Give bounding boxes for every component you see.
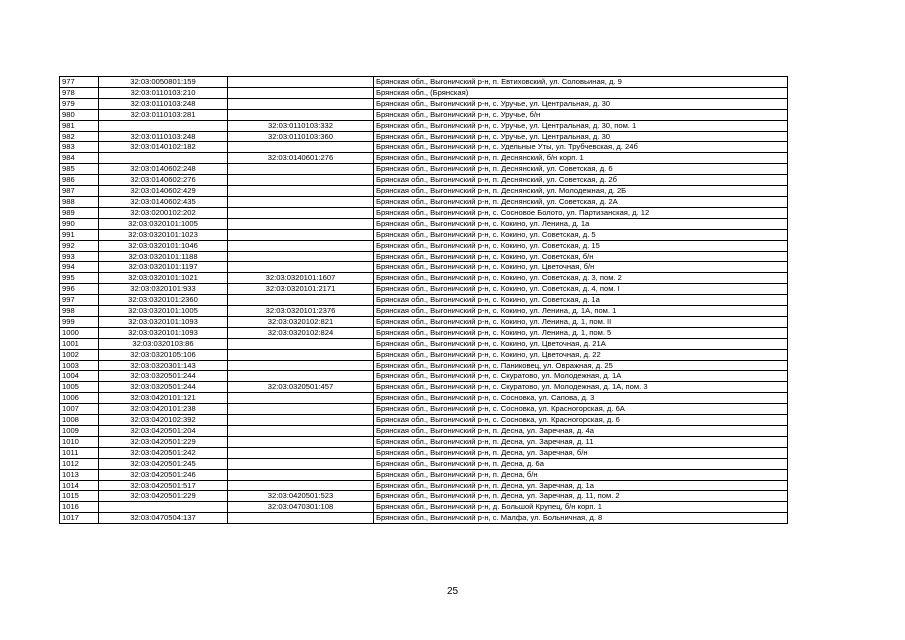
- address-cell: Брянская обл., Выгоничский р-н, п. Десна, ул. Заречная, б/н: [374, 447, 788, 458]
- row-number-cell: 1002: [60, 349, 99, 360]
- table-row: [60, 469, 788, 480]
- cadastral-number-cell: 32:03:0420101:238: [99, 404, 228, 415]
- cadastral-number-cell: 32:03:0110103:248: [99, 98, 228, 109]
- address-cell: Брянская обл., Выгоничский р-н, с. Кокино, ул. Цветочная, д. 21А: [374, 338, 788, 349]
- premises-cadastral-number-cell: [228, 513, 374, 524]
- cadastral-number-cell: 32:03:0420501:246: [99, 469, 228, 480]
- premises-cadastral-number-cell: [228, 447, 374, 458]
- premises-cadastral-number-cell: 32:03:0110103:360: [228, 131, 374, 142]
- address-cell: Брянская обл., Выгоничский р-н, с. Уручье, б/н: [374, 109, 788, 120]
- address-cell: Брянская обл., Выгоничский р-н, с. Сосновка, ул. Сапова, д. 3: [374, 393, 788, 404]
- row-number-cell: 993: [60, 251, 99, 262]
- cadastral-number-cell: 32:03:0110103:281: [99, 109, 228, 120]
- cadastral-number-cell: 32:03:0420501:517: [99, 480, 228, 491]
- row-number-cell: 1014: [60, 480, 99, 491]
- table-row: [60, 349, 788, 360]
- row-number-cell: 1011: [60, 447, 99, 458]
- cadastral-number-cell: 32:03:0320101:1005: [99, 306, 228, 317]
- row-number-cell: 991: [60, 229, 99, 240]
- table-row: [60, 360, 788, 371]
- address-cell: Брянская обл., Выгоничский р-н, с. Кокино, ул. Ленина, д. 1, пом. 5: [374, 327, 788, 338]
- premises-cadastral-number-cell: [228, 295, 374, 306]
- premises-cadastral-number-cell: [228, 349, 374, 360]
- table-row: [60, 120, 788, 131]
- table-row: [60, 142, 788, 153]
- table-row: [60, 306, 788, 317]
- premises-cadastral-number-cell: [228, 240, 374, 251]
- address-cell: Брянская обл., Выгоничский р-н, с. Уручье, ул. Центральная, д. 30, пом. 1: [374, 120, 788, 131]
- premises-cadastral-number-cell: 32:03:0420501:523: [228, 491, 374, 502]
- premises-cadastral-number-cell: [228, 98, 374, 109]
- cadastral-number-cell: 32:03:0320101:1005: [99, 218, 228, 229]
- premises-cadastral-number-cell: [228, 77, 374, 88]
- row-number-cell: 984: [60, 153, 99, 164]
- row-number-cell: 989: [60, 207, 99, 218]
- address-cell: Брянская обл., Выгоничский р-н, с. Кокино, ул. Советская, д. 15: [374, 240, 788, 251]
- premises-cadastral-number-cell: [228, 164, 374, 175]
- table-row: [60, 175, 788, 186]
- address-cell: Брянская обл., Выгоничский р-н, п. Десна, б/н: [374, 469, 788, 480]
- cadastral-number-cell: 32:03:0320301:143: [99, 360, 228, 371]
- cadastral-number-cell: 32:03:0320101:933: [99, 284, 228, 295]
- premises-cadastral-number-cell: [228, 404, 374, 415]
- row-number-cell: 990: [60, 218, 99, 229]
- cadastral-number-cell: 32:03:0320101:1046: [99, 240, 228, 251]
- cadastral-number-cell: 32:03:0140602:276: [99, 175, 228, 186]
- address-cell: Брянская обл., Выгоничский р-н, п. Десна, ул. Заречная, д. 1а: [374, 480, 788, 491]
- table-row: [60, 186, 788, 197]
- row-number-cell: 1004: [60, 371, 99, 382]
- premises-cadastral-number-cell: [228, 218, 374, 229]
- cadastral-number-cell: 32:03:0420501:229: [99, 436, 228, 447]
- address-cell: Брянская обл., Выгоничский р-н, с. Кокино, ул. Советская, б/н: [374, 251, 788, 262]
- address-cell: Брянская обл., Выгоничский р-н, п. Деснянский, ул. Молодежная, д. 2Б: [374, 186, 788, 197]
- cadastral-number-cell: 32:03:0110103:210: [99, 87, 228, 98]
- cadastral-number-cell: 32:03:0320101:1093: [99, 327, 228, 338]
- address-cell: Брянская обл., Выгоничский р-н, с. Кокино, ул. Советская, д. 5: [374, 229, 788, 240]
- table-row: [60, 218, 788, 229]
- row-number-cell: 1010: [60, 436, 99, 447]
- premises-cadastral-number-cell: [228, 229, 374, 240]
- address-cell: Брянская обл., Выгоничский р-н, с. Кокино, ул. Ленина, д. 1а: [374, 218, 788, 229]
- premises-cadastral-number-cell: [228, 109, 374, 120]
- row-number-cell: 1007: [60, 404, 99, 415]
- cadastral-number-cell: 32:03:0050801:159: [99, 77, 228, 88]
- table-row: [60, 153, 788, 164]
- row-number-cell: 982: [60, 131, 99, 142]
- property-register-table: [59, 76, 788, 524]
- address-cell: Брянская обл., Выгоничский р-н, п. Десна, ул. Заречная, д. 11: [374, 436, 788, 447]
- address-cell: Брянская обл., Выгоничский р-н, с. Сосновое Болото, ул. Партизанская, д. 12: [374, 207, 788, 218]
- row-number-cell: 981: [60, 120, 99, 131]
- premises-cadastral-number-cell: [228, 196, 374, 207]
- address-cell: Брянская обл., Выгоничский р-н, с. Кокино, ул. Советская, д. 4, пом. I: [374, 284, 788, 295]
- row-number-cell: 1009: [60, 426, 99, 437]
- row-number-cell: 979: [60, 98, 99, 109]
- cadastral-number-cell: 32:03:0470504:137: [99, 513, 228, 524]
- premises-cadastral-number-cell: [228, 142, 374, 153]
- cadastral-number-cell: 32:03:0320501:244: [99, 382, 228, 393]
- table-row: [60, 327, 788, 338]
- cadastral-number-cell: 32:03:0320101:1188: [99, 251, 228, 262]
- cadastral-number-cell: 32:03:0320105:106: [99, 349, 228, 360]
- table-row: [60, 251, 788, 262]
- premises-cadastral-number-cell: [228, 469, 374, 480]
- row-number-cell: 1017: [60, 513, 99, 524]
- premises-cadastral-number-cell: [228, 371, 374, 382]
- row-number-cell: 1006: [60, 393, 99, 404]
- table-row: [60, 284, 788, 295]
- address-cell: Брянская обл., Выгоничский р-н, с. Малфа, ул. Больничная, д. 8: [374, 513, 788, 524]
- table-row: [60, 295, 788, 306]
- cadastral-number-cell: 32:03:0420102:392: [99, 415, 228, 426]
- cadastral-number-cell: 32:03:0140602:435: [99, 196, 228, 207]
- cadastral-number-cell: 32:03:0420501:204: [99, 426, 228, 437]
- page-number: 25: [446, 586, 459, 597]
- premises-cadastral-number-cell: [228, 426, 374, 437]
- premises-cadastral-number-cell: [228, 480, 374, 491]
- cadastral-number-cell: 32:03:0110103:248: [99, 131, 228, 142]
- cadastral-number-cell: 32:03:0140102:182: [99, 142, 228, 153]
- cadastral-number-cell: 32:03:0420501:245: [99, 458, 228, 469]
- premises-cadastral-number-cell: 32:03:0110103:332: [228, 120, 374, 131]
- table-row: [60, 436, 788, 447]
- address-cell: Брянская обл., Выгоничский р-н, с. Скуратово, ул. Молодежная, д. 1А: [374, 371, 788, 382]
- table-row: [60, 393, 788, 404]
- table-row: [60, 262, 788, 273]
- address-cell: Брянская обл., Выгоничский р-н, п. Деснянский, ул. Советская, д. 6: [374, 164, 788, 175]
- address-cell: Брянская обл., Выгоничский р-н, п. Деснянский, ул. Советская, д. 2А: [374, 196, 788, 207]
- address-cell: Брянская обл., Выгоничский р-н, с. Кокино, ул. Цветочная, б/н: [374, 262, 788, 273]
- row-number-cell: 994: [60, 262, 99, 273]
- table-row: [60, 502, 788, 513]
- table-row: [60, 491, 788, 502]
- table-row: [60, 229, 788, 240]
- address-cell: Брянская обл., (Брянская): [374, 87, 788, 98]
- table-row: [60, 196, 788, 207]
- cadastral-number-cell: 32:03:0200102:202: [99, 207, 228, 218]
- address-cell: Брянская обл., Выгоничский р-н, с. Паниковец, ул. Овражная, д. 25: [374, 360, 788, 371]
- cadastral-number-cell: 32:03:0320101:1023: [99, 229, 228, 240]
- row-number-cell: 977: [60, 77, 99, 88]
- address-cell: Брянская обл., Выгоничский р-н, с. Сосновка, ул. Красногорская, д. 6: [374, 415, 788, 426]
- table-row: [60, 371, 788, 382]
- premises-cadastral-number-cell: 32:03:0320101:2376: [228, 306, 374, 317]
- table-row: [60, 404, 788, 415]
- premises-cadastral-number-cell: [228, 262, 374, 273]
- row-number-cell: 980: [60, 109, 99, 120]
- cadastral-number-cell: 32:03:0140602:248: [99, 164, 228, 175]
- row-number-cell: 1012: [60, 458, 99, 469]
- premises-cadastral-number-cell: 32:03:0320101:1607: [228, 273, 374, 284]
- table-row: [60, 382, 788, 393]
- address-cell: Брянская обл., Выгоничский р-н, с. Кокино, ул. Ленина, д. 1, пом. II: [374, 316, 788, 327]
- cadastral-number-cell: 32:03:0320101:1093: [99, 316, 228, 327]
- row-number-cell: 1008: [60, 415, 99, 426]
- table-row: [60, 131, 788, 142]
- table-row: [60, 447, 788, 458]
- row-number-cell: 1003: [60, 360, 99, 371]
- table-row: [60, 207, 788, 218]
- row-number-cell: 998: [60, 306, 99, 317]
- premises-cadastral-number-cell: [228, 338, 374, 349]
- cadastral-number-cell: [99, 153, 228, 164]
- row-number-cell: 983: [60, 142, 99, 153]
- cadastral-number-cell: 32:03:0320101:1021: [99, 273, 228, 284]
- row-number-cell: 978: [60, 87, 99, 98]
- premises-cadastral-number-cell: [228, 360, 374, 371]
- cadastral-number-cell: [99, 120, 228, 131]
- address-cell: Брянская обл., Выгоничский р-н, с. Кокино, ул. Ленина, д. 1А, пом. 1: [374, 306, 788, 317]
- table-row: [60, 480, 788, 491]
- address-cell: Брянская обл., Выгоничский р-н, п. Десна, ул. Заречная, д. 4а: [374, 426, 788, 437]
- cadastral-number-cell: 32:03:0320101:1197: [99, 262, 228, 273]
- address-cell: Брянская обл., Выгоничский р-н, д. Большой Крупец, б/н корп. 1: [374, 502, 788, 513]
- cadastral-number-cell: 32:03:0420501:242: [99, 447, 228, 458]
- address-cell: Брянская обл., Выгоничский р-н, п. Десна, д. 6а: [374, 458, 788, 469]
- premises-cadastral-number-cell: [228, 186, 374, 197]
- table-row: [60, 87, 788, 98]
- premises-cadastral-number-cell: [228, 175, 374, 186]
- row-number-cell: 1001: [60, 338, 99, 349]
- premises-cadastral-number-cell: [228, 207, 374, 218]
- row-number-cell: 997: [60, 295, 99, 306]
- premises-cadastral-number-cell: [228, 458, 374, 469]
- address-cell: Брянская обл., Выгоничский р-н, с. Кокино, ул. Советская, д. 3, пом. 2: [374, 273, 788, 284]
- address-cell: Брянская обл., Выгоничский р-н, с. Уручье, ул. Центральная, д. 30: [374, 131, 788, 142]
- premises-cadastral-number-cell: 32:03:0320102:821: [228, 316, 374, 327]
- row-number-cell: 995: [60, 273, 99, 284]
- address-cell: Брянская обл., Выгоничский р-н, п. Деснянский, б/н корп. 1: [374, 153, 788, 164]
- row-number-cell: 996: [60, 284, 99, 295]
- address-cell: Брянская обл., Выгоничский р-н, п. Десна, ул. Заречная, д. 11, пом. 2: [374, 491, 788, 502]
- address-cell: Брянская обл., Выгоничский р-н, с. Удельные Уты, ул. Трубчевская, д. 24б: [374, 142, 788, 153]
- cadastral-number-cell: 32:03:0140602:429: [99, 186, 228, 197]
- cadastral-number-cell: [99, 502, 228, 513]
- cadastral-number-cell: 32:03:0420101:121: [99, 393, 228, 404]
- row-number-cell: 987: [60, 186, 99, 197]
- premises-cadastral-number-cell: [228, 393, 374, 404]
- table-row: [60, 415, 788, 426]
- table-row: [60, 513, 788, 524]
- row-number-cell: 999: [60, 316, 99, 327]
- address-cell: Брянская обл., Выгоничский р-н, с. Скуратово, ул. Молодежная, д. 1А, пом. 3: [374, 382, 788, 393]
- cadastral-number-cell: 32:03:0320103:86: [99, 338, 228, 349]
- row-number-cell: 985: [60, 164, 99, 175]
- premises-cadastral-number-cell: [228, 87, 374, 98]
- address-cell: Брянская обл., Выгоничский р-н, с. Кокино, ул. Советская, д. 1а: [374, 295, 788, 306]
- address-cell: Брянская обл., Выгоничский р-н, с. Уручье, ул. Центральная, д. 30: [374, 98, 788, 109]
- address-cell: Брянская обл., Выгоничский р-н, п. Деснянский, ул. Советская, д. 2б: [374, 175, 788, 186]
- row-number-cell: 992: [60, 240, 99, 251]
- premises-cadastral-number-cell: [228, 415, 374, 426]
- row-number-cell: 986: [60, 175, 99, 186]
- cadastral-number-cell: 32:03:0320501:244: [99, 371, 228, 382]
- premises-cadastral-number-cell: 32:03:0320102:824: [228, 327, 374, 338]
- row-number-cell: 1016: [60, 502, 99, 513]
- row-number-cell: 988: [60, 196, 99, 207]
- row-number-cell: 1005: [60, 382, 99, 393]
- premises-cadastral-number-cell: 32:03:0140601:276: [228, 153, 374, 164]
- row-number-cell: 1000: [60, 327, 99, 338]
- address-cell: Брянская обл., Выгоничский р-н, с. Кокино, ул. Цветочная, д. 22: [374, 349, 788, 360]
- cadastral-number-cell: 32:03:0420501:229: [99, 491, 228, 502]
- premises-cadastral-number-cell: [228, 436, 374, 447]
- table-row: [60, 316, 788, 327]
- premises-cadastral-number-cell: 32:03:0320501:457: [228, 382, 374, 393]
- table-row: [60, 338, 788, 349]
- cadastral-number-cell: 32:03:0320101:2360: [99, 295, 228, 306]
- row-number-cell: 1013: [60, 469, 99, 480]
- premises-cadastral-number-cell: 32:03:0470301:108: [228, 502, 374, 513]
- table-row: [60, 77, 788, 88]
- table-row: [60, 458, 788, 469]
- premises-cadastral-number-cell: 32:03:0320101:2171: [228, 284, 374, 295]
- address-cell: Брянская обл., Выгоничский р-н, с. Сосновка, ул. Красногорская, д. 6А: [374, 404, 788, 415]
- table-row: [60, 426, 788, 437]
- property-register-body: [60, 77, 788, 524]
- table-row: [60, 98, 788, 109]
- table-row: [60, 164, 788, 175]
- row-number-cell: 1015: [60, 491, 99, 502]
- table-row: [60, 240, 788, 251]
- table-row: [60, 273, 788, 284]
- premises-cadastral-number-cell: [228, 251, 374, 262]
- table-row: [60, 109, 788, 120]
- address-cell: Брянская обл., Выгоничский р-н, п. Евтиховский, ул. Соловьиная, д. 9: [374, 77, 788, 88]
